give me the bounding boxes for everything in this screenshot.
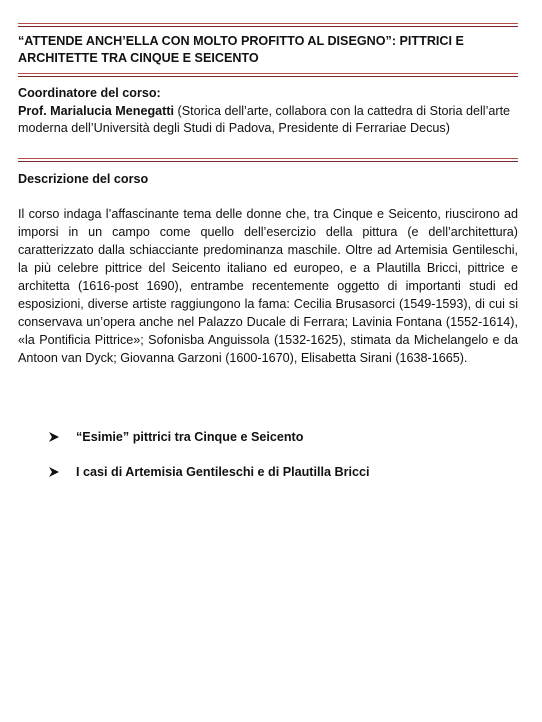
description-heading: Descrizione del corso [18, 172, 149, 186]
list-item [48, 464, 508, 481]
coordinator-name: Prof. Marialucia Menegatti [18, 103, 175, 118]
description-body: Il corso indaga l’affascinante tema delle donne che, tra Cinque e Seicento, riuscirono ad imporsi in un campo come quello dell’esercizio della pittura (e dell’architettura) caratterizzato dalla schiacciante predominanza maschile. Oltre ad Artemisia Gentileschi, la più celebre pittrice del Seicento italiano ed europeo, e a Plautilla Bricci, pittrice e architetta (1616-post 1690), entrambe recentemente oggetto di importanti studi ed esposizioni, diverse artiste raggiungono la fama: Cecilia Brusasorci (1549-1593), di cui si conservava un’opera anche nel Palazzo Ducale di Ferrara; Lavinia Fontana (1552-1614), «la Pontificia Pittrice»; Sofonisba Anguissola (1532-1625), stimata da Michelangelo e da Antoon van Dyck; Giovanna Garzoni (1600-1670), Elisabetta Sirani (1638-1665). [18, 207, 518, 365]
arrow-bullet-icon [48, 466, 60, 478]
title-divider [18, 73, 518, 78]
coordinator-details: (Storica dell’arte, collabora con la cattedra di Storia dell’arte moderna dell’Università degli Studi di Padova, Presidente di Ferrariae Decus) [18, 103, 511, 135]
coordinator-divider [18, 158, 518, 163]
top-divider [18, 23, 518, 28]
coordinator-label: Coordinatore del corso: [18, 86, 161, 100]
list-item [48, 429, 508, 446]
arrow-bullet-icon [48, 431, 60, 443]
topic-label: I casi di Artemisia Gentileschi e di Plautilla Bricci [76, 465, 370, 479]
topic-list [48, 429, 508, 499]
topic-label: “Esimie” pittrici tra Cinque e Seicento [76, 430, 304, 444]
coordinator-section [18, 85, 518, 138]
course-title: “ATTENDE ANCH’ELLA CON MOLTO PROFITTO AL DISEGNO”: PITTRICI E ARCHITETTE TRA CINQUE E SEICENTO [18, 34, 464, 65]
